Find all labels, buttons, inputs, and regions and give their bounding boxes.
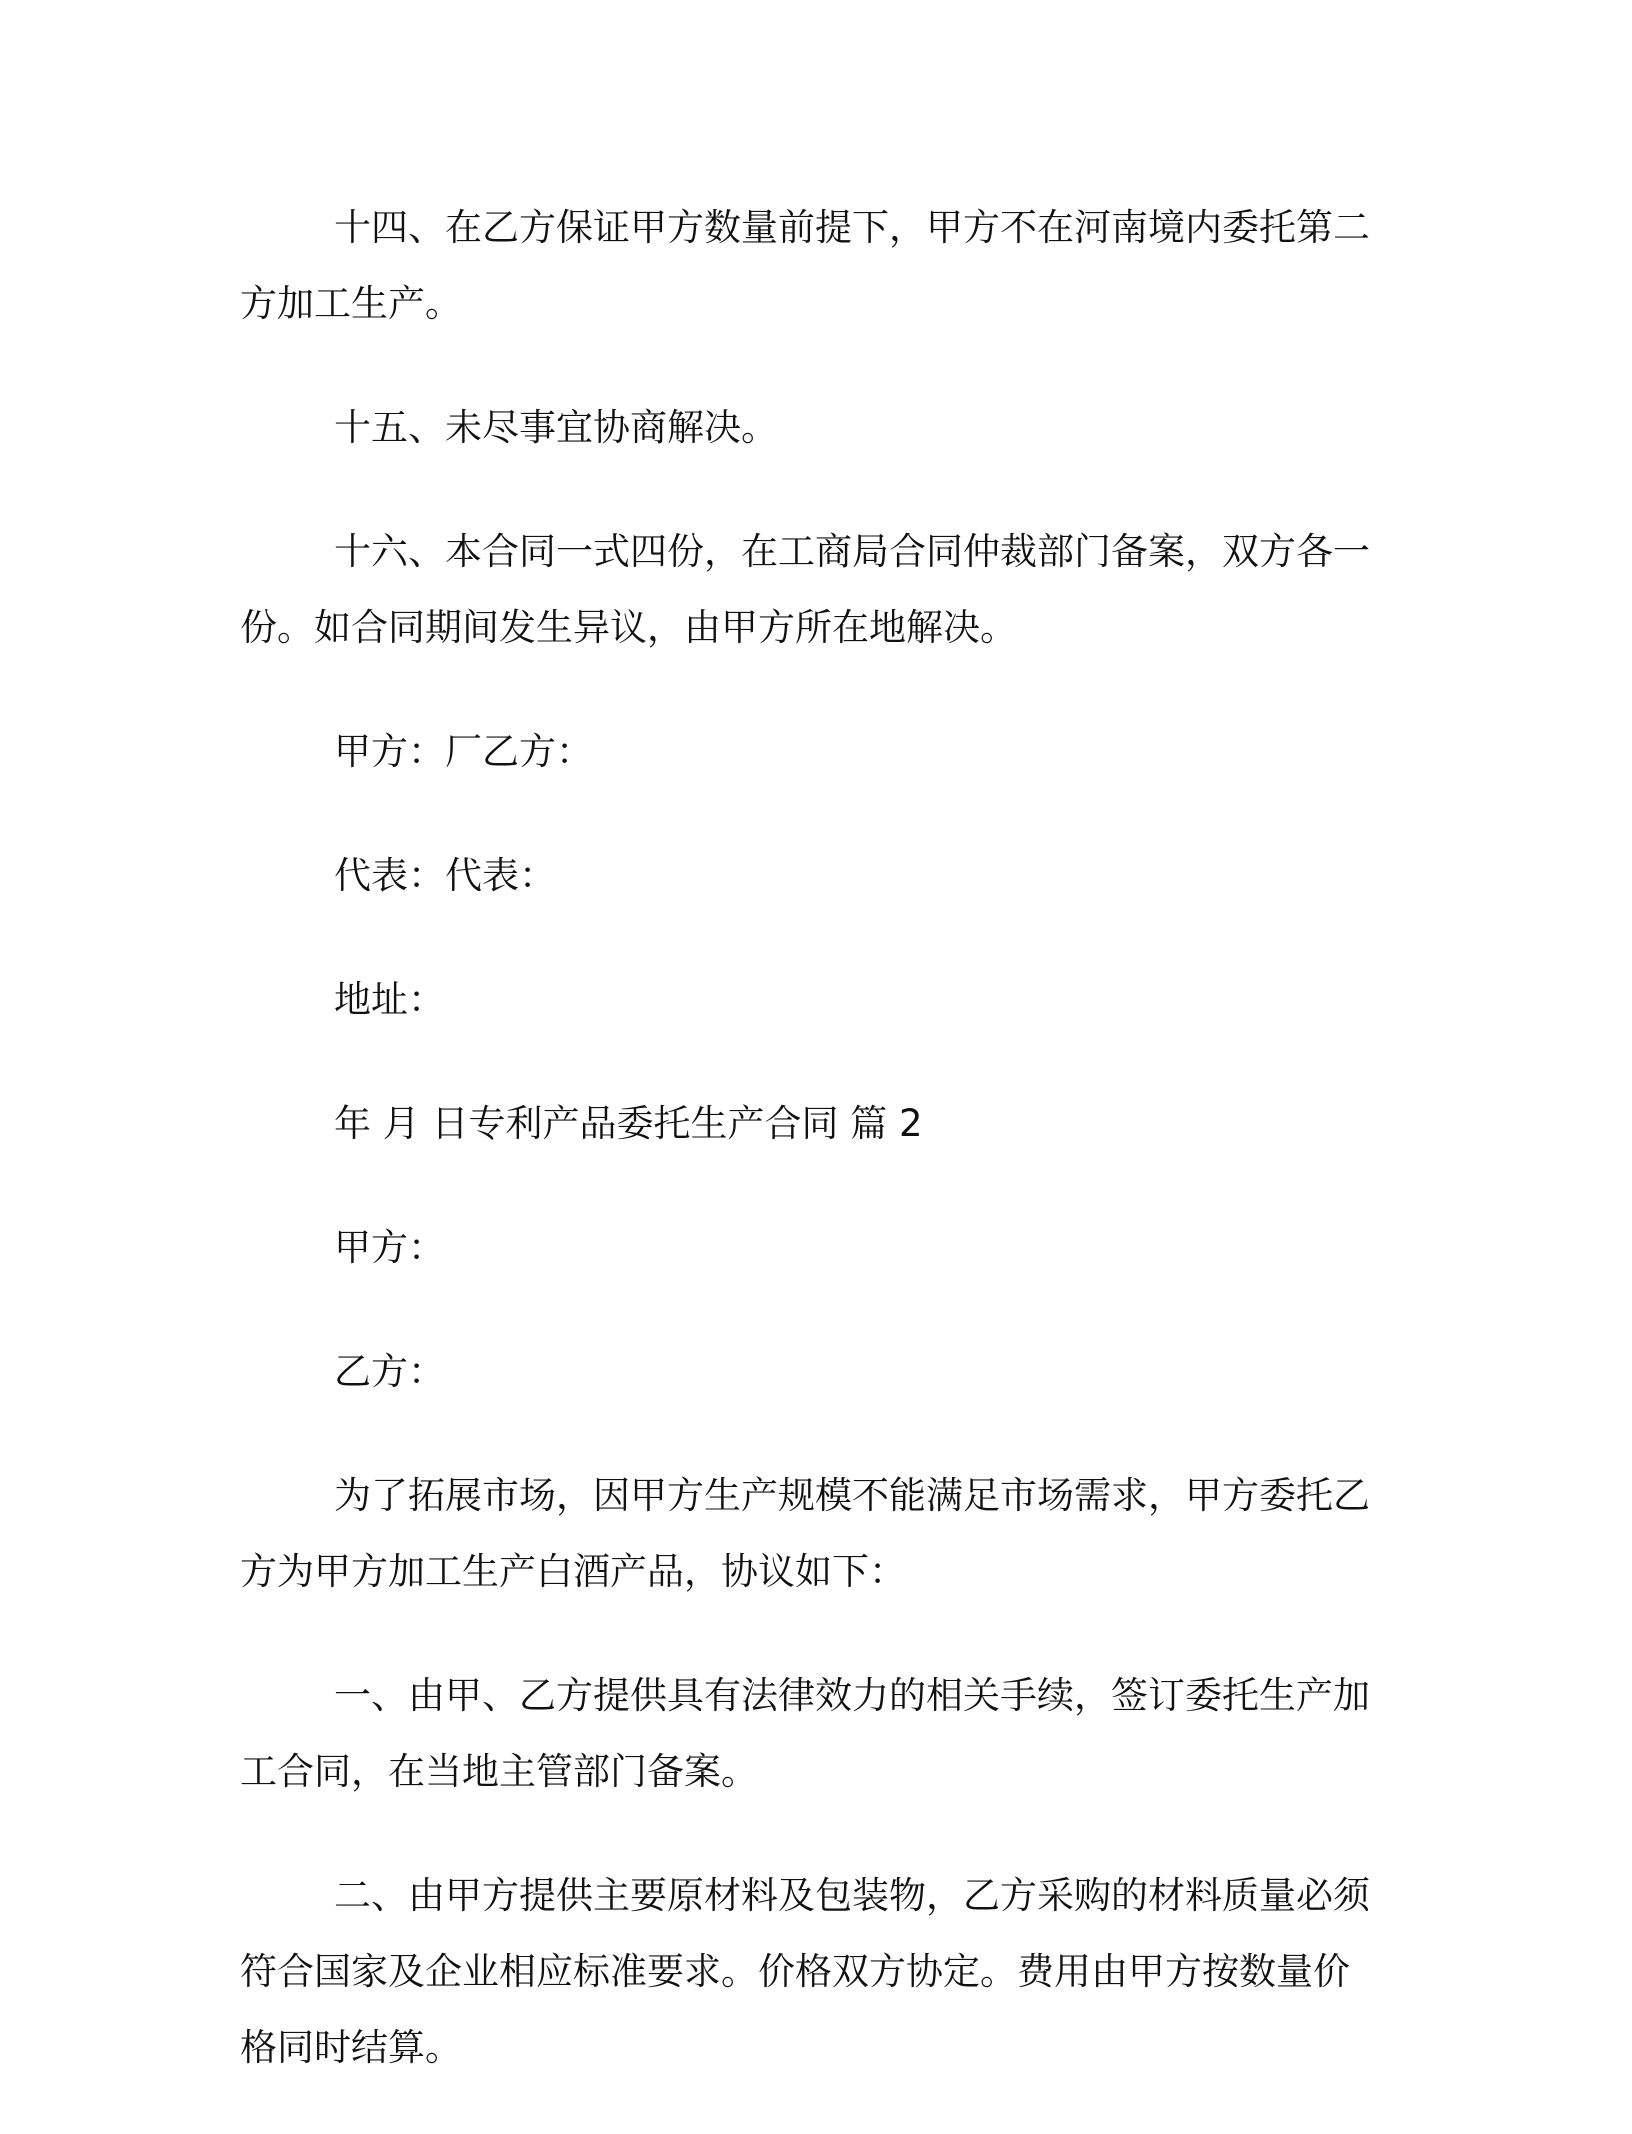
clause-14: 十四、在乙方保证甲方数量前提下，甲方不在河南境内委托第二方加工生产。 — [240, 206, 1370, 325]
signature-party-line: 甲方：厂乙方： — [334, 730, 593, 773]
clause-2: 二、由甲方提供主要原材料及包装物，乙方采购的材料质量必须符合国家及企业相应标准要求。价格双方协定。费用由甲方按数量价格同时结算。 — [240, 1874, 1370, 2069]
section-heading: 年 月 日专利产品委托生产合同 篇 2 — [334, 1102, 923, 1145]
preamble-paragraph: 为了拓展市场，因甲方生产规模不能满足市场需求，甲方委托乙方为甲方加工生产白酒产品，协议如下： — [240, 1474, 1370, 1593]
document-body — [240, 190, 1380, 2134]
party-b-line: 乙方： — [334, 1350, 445, 1393]
signature-address-line: 地址： — [334, 978, 445, 1021]
clause-1: 一、由甲、乙方提供具有法律效力的相关手续，签订委托生产加工合同，在当地主管部门备案。 — [240, 1674, 1370, 1793]
clause-15: 十五、未尽事宜协商解决。 — [334, 406, 778, 449]
signature-representative-line: 代表：代表： — [334, 854, 556, 897]
clause-16: 十六、本合同一式四份，在工商局合同仲裁部门备案，双方各一份。如合同期间发生异议，由甲方所在地解决。 — [240, 530, 1370, 649]
party-a-line: 甲方： — [334, 1226, 445, 1269]
